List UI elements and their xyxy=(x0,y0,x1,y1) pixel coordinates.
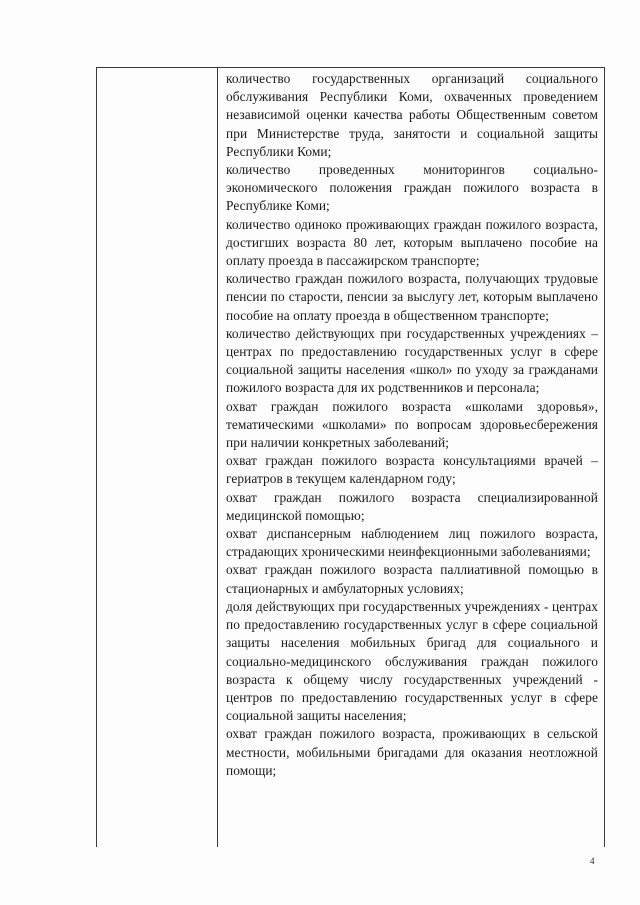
list-item: охват граждан пожилого возраста, проживающих в сельской местности, мобильными бригадами для оказания неотложной помощи; xyxy=(226,726,598,778)
list-item: количество проведенных мониторингов социально-экономического положения граждан пожилого возраста в Республике Коми; xyxy=(226,162,598,214)
indicator-list xyxy=(226,70,598,780)
page-number: 4 xyxy=(590,856,595,866)
list-item: охват граждан пожилого возраста консультациями врачей – гериатров в текущем календарном году; xyxy=(226,453,598,487)
list-item: количество действующих при государственных учреждениях – центрах по предоставлению государственных услуг в сфере социальной защиты населения «школ» по уходу за гражданами пожилого возраста для их родственников и персонала; xyxy=(226,325,598,396)
list-item: количество граждан пожилого возраста, получающих трудовые пенсии по старости, пенсии за выслугу лет, которым выплачено пособие на оплату проезда в общественном транспорте; xyxy=(226,271,598,323)
list-item: охват граждан пожилого возраста «школами здоровья», тематическими «школами» по вопросам здоровьесбережения при наличии конкретных заболеваний; xyxy=(226,398,598,451)
list-item: охват граждан пожилого возраста паллиативной помощью в стационарных и амбулаторных условиях; xyxy=(226,562,598,596)
list-item: доля действующих при государственных учреждениях - центрах по предоставлению государственных услуг в сфере социальной защиты населения мобильных бригад для социального и социально-медицинского обслуживания граждан пожилого возраста к общему числу государственных учреждений - центров по предоставлению государственных услуг в сфере социальной защиты населения; xyxy=(226,598,598,724)
list-item: охват граждан пожилого возраста специализированной медицинской помощью; xyxy=(226,489,598,523)
list-item: охват диспансерным наблюдением лиц пожилого возраста, страдающих хроническими неинфекционными заболеваниями; xyxy=(226,526,598,560)
column-divider xyxy=(217,67,218,847)
list-item: количество одиноко проживающих граждан пожилого возраста, достигших возраста 80 лет, которым выплачено пособие на оплату проезда в пассажирском транспорте; xyxy=(226,216,598,269)
list-item: количество государственных организаций социального обслуживания Республики Коми, охваченных проведением независимой оценки качества работы Общественным советом при Министерстве труда, занятости и социальной защиты Республики Коми; xyxy=(226,71,598,159)
